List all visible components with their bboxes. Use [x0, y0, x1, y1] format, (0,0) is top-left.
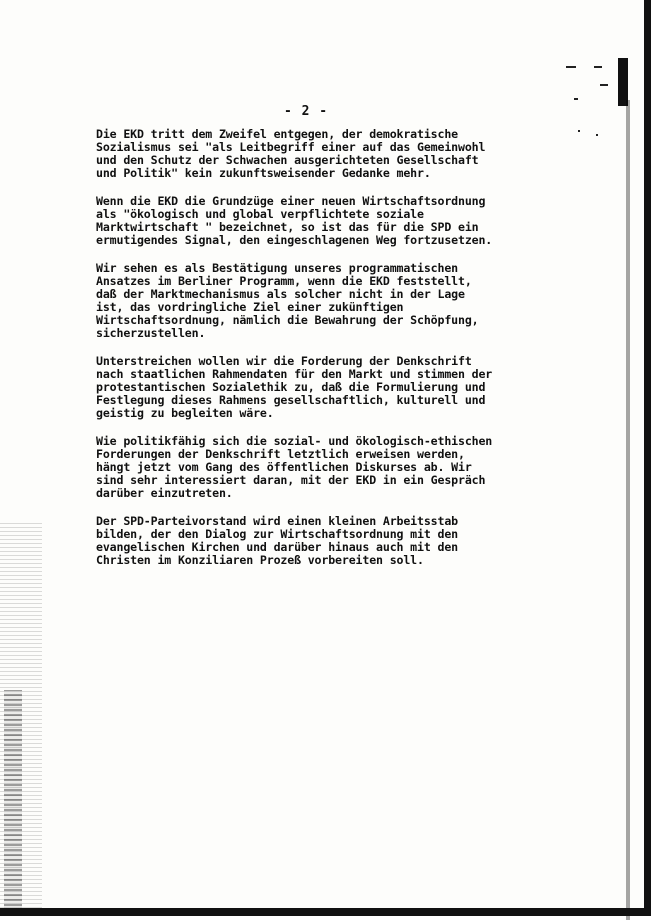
scan-edge-line — [626, 100, 630, 920]
scan-border-bottom — [0, 908, 651, 916]
paragraph: Wie politikfähig sich die sozial- und ökologisch-ethischen Forderungen der Denkschrift letztlich erweisen werden, hängt jetzt vom Gang des öffentlichen Diskurses ab. Wir sind sehr interessiert daran, mit der EKD in ein Gespräch darüber einzutreten. — [96, 434, 493, 500]
scan-edge-noise — [4, 690, 22, 916]
scan-mark — [618, 58, 628, 106]
scan-speck — [600, 84, 608, 86]
paragraph: Wenn die EKD die Grundzüge einer neuen Wirtschaftsordnung als "ökologisch und global verpflichtete soziale Marktwirtschaft " bezeichnet, so ist das für die SPD ein ermutigendes Signal, den eingeschlagenen Weg fortzusetzen. — [96, 194, 493, 247]
scan-speck — [594, 66, 602, 68]
page-number: - 2 - — [284, 104, 329, 119]
scan-speck — [596, 134, 598, 136]
paragraph: Der SPD-Parteivorstand wird einen kleinen Arbeitsstab bilden, der den Dialog zur Wirtschaftsordnung mit den evangelischen Kirchen und darüber hinaus auch mit den Christen im Konziliaren Prozeß vorbereiten soll. — [96, 514, 458, 567]
scan-speck — [566, 66, 576, 68]
scan-border-right — [644, 0, 651, 916]
paragraph: Die EKD tritt dem Zweifel entgegen, der demokratische Sozialismus sei "als Leitbegriff einer auf das Gemeinwohl und den Schutz der Schwachen ausgerichteten Gesellschaft und Politik" kein zukunftsweisender Gedanke mehr. — [96, 127, 486, 180]
scan-speck — [574, 98, 578, 100]
paragraph: Wir sehen es als Bestätigung unseres programmatischen Ansatzes im Berliner Programm, wenn die EKD feststellt, daß der Marktmechanismus als solcher nicht in der Lage ist, das vordringliche Ziel einer zukünftigen Wirtschaftsordnung, nämlich die Bewahrung der Schöpfung, sicherzustellen. — [96, 261, 479, 340]
paragraph: Unterstreichen wollen wir die Forderung der Denkschrift nach staatlichen Rahmendaten für den Markt und stimmen der protestantischen Sozialethik zu, daß die Formulierung und Festlegung dieses Rahmens gesellschaftlich, kulturell und geistig zu begleiten wäre. — [96, 354, 493, 420]
letter-body — [96, 128, 516, 582]
scan-speck — [578, 130, 580, 132]
